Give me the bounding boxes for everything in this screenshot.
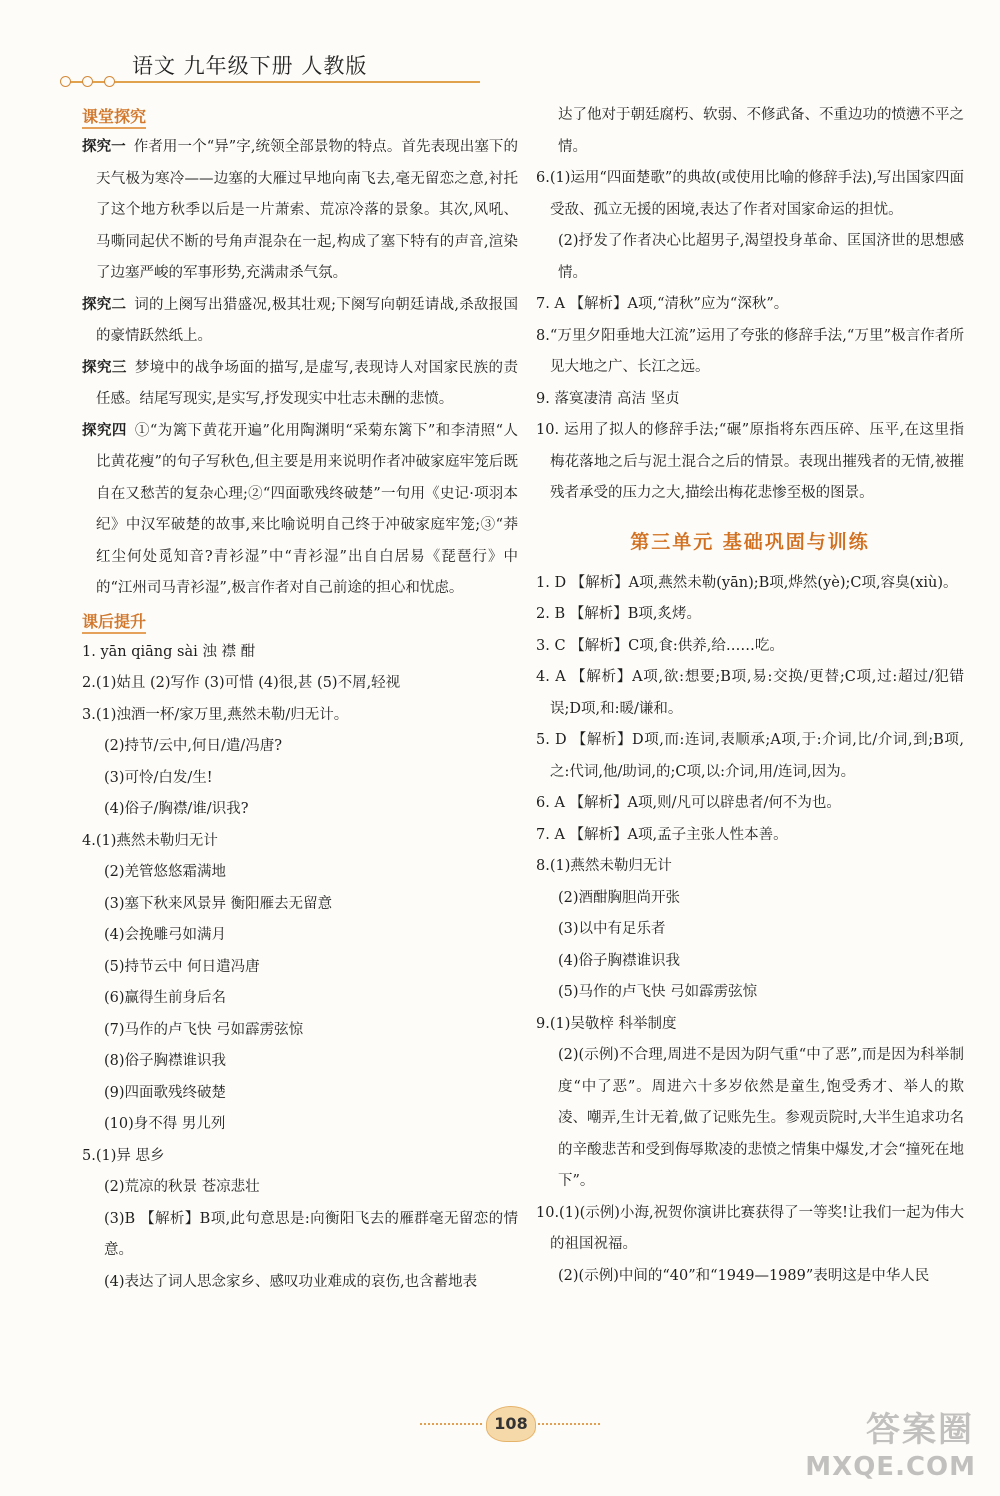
answer-line: 5.(1)异 思乡	[82, 1147, 165, 1164]
watermark-logo	[805, 1402, 982, 1482]
explore-text: ①“为篱下黄花开遍”化用陶渊明“采菊东篱下”和李清照“人比黄花瘦”的句子写秋色,但主要是用来说明作者冲破家庭牢笼后既自在又愁苦的复杂心理;②“四面歌残终破楚”一句用《史记·项羽本纪》中汉军破楚的故事,来比喻说明自己终于冲破家庭牢笼;③“莽红尘何处觅知音?青衫湿”中“青衫湿”出自白居易《琵琶行》中的“江州司马青衫湿”,极言作者对自己前途的担心和忧虑。	[96, 422, 519, 596]
answer-line: (4)会挽雕弓如满月	[104, 927, 227, 943]
right-column	[536, 100, 964, 1292]
explore-text: 梦境中的战争场面的描写,是虚写,表现诗人对国家民族的责任感。结尾写现实,是实写,抒发现实中壮志未酬的悲愤。	[96, 359, 519, 407]
answer-line: (4)表达了词人思念家乡、感叹功业难成的哀伤,也含蓄地表	[104, 1273, 478, 1290]
answer-line: 3. C 【解析】C项,食:供养,给……吃。	[536, 637, 784, 654]
answer-line: 1. D 【解析】A项,燕然未勒(yān);B项,烨然(yè);C项,容臭(xiù)。	[536, 574, 958, 591]
answer-line: (9)四面歌残终破楚	[104, 1084, 227, 1101]
answer-line: (3)可怜/白发/生!	[104, 769, 213, 786]
answer-line: (6)赢得生前身后名	[104, 990, 227, 1006]
answer-line: 1. yān qiāng sài 浊 襟 酣	[82, 643, 256, 660]
explore-label: 探究一	[82, 139, 126, 155]
book-title: 语文 九年级下册 人教版	[132, 54, 368, 78]
answer-line: (7)马作的卢飞快 弓如霹雳弦惊	[104, 1021, 304, 1038]
explore-text: 词的上阕写出猎盛况,极其壮观;下阕写向朝廷请战,杀敌报国的豪情跃然纸上。	[96, 296, 518, 344]
explore-text: 作者用一个“异”字,统领全部景物的特点。首先表现出塞下的天气极为寒冷——边塞的大雁过早地向南飞去,毫无留恋之意,衬托了这个地方秋季以后是一片萧索、荒凉冷落的景象。其次,风吼、马嘶同起伏不断的号角声混杂在一起,构成了塞下特有的声音,渲染了边塞严峻的军事形势,充满肃杀气氛。	[96, 139, 519, 281]
explore-list	[82, 132, 518, 605]
answer-line: (2)酒酣胸胆尚开张	[558, 889, 681, 906]
answer-line: 8.(1)燕然未勒归无计	[536, 858, 672, 874]
answer-line: 8.“万里夕阳垂地大江流”运用了夸张的修辞手法,“万里”极言作者所见大地之广、长江之远。	[536, 327, 964, 375]
right-answer-list	[536, 100, 964, 510]
left-column	[82, 100, 518, 1298]
answer-line: 2.(1)姑且 (2)写作 (3)可惜 (4)很,甚 (5)不屑,轻视	[82, 675, 401, 691]
explore-item	[82, 132, 518, 290]
answer-line: (2)羌管悠悠霜满地	[104, 864, 227, 880]
answer-line: 4. A 【解析】A项,欲:想要;B项,易:交换/更替;C项,过:超过/犯错误;D项,和:暖/谦和。	[536, 669, 964, 717]
answer-line: (5)马作的卢飞快 弓如霹雳弦惊	[558, 984, 758, 1000]
page-number-badge	[420, 1404, 600, 1444]
answer-line: 达了他对于朝廷腐朽、软弱、不修武备、不重边功的愤懑不平之情。	[558, 107, 964, 155]
answer-line: 10.(1)(示例)小海,祝贺你演讲比赛获得了一等奖!让我们一起为伟大的祖国祝福。	[536, 1204, 964, 1252]
unit-answer-list	[536, 568, 964, 1293]
answer-line: 7. A 【解析】A项,孟子主张人性本善。	[536, 826, 788, 843]
answer-line: 7. A 【解析】A项,“清秋”应为“深秋”。	[536, 296, 789, 312]
section-heading-after-class: 课后提升	[82, 607, 518, 637]
answer-line: (8)俗子胸襟谁识我	[104, 1053, 227, 1069]
explore-item	[82, 416, 518, 605]
answer-line: (2)抒发了作者决心比超男子,渴望投身革命、匡国济世的思想感情。	[558, 233, 964, 281]
answer-line: (5)持节云中 何日遣冯唐	[104, 958, 260, 975]
answer-line: (4)俗子/胸襟/谁/识我?	[104, 801, 249, 817]
answer-line: 10. 运用了拟人的修辞手法;“碾”原指将东西压碎、压平,在这里指梅花落地之后与泥土混合之后的情景。表现出摧残者的无情,被摧残者承受的压力之大,描绘出梅花悲惨至极的图景。	[536, 422, 964, 501]
explore-label: 探究二	[82, 296, 127, 313]
answer-line: (3)塞下秋来风景异 衡阳雁去无留意	[104, 895, 333, 912]
answer-line: 5. D 【解析】D项,而:连词,表顺承;A项,于:介词,比/介词,到;B项,之:代词,他/助词,的;C项,以:介词,用/连词,因为。	[536, 732, 964, 780]
explore-label: 探究三	[82, 359, 127, 376]
answer-line: (2)持节/云中,何日/遣/冯唐?	[104, 738, 283, 754]
unit-title: 第三单元 基础巩固与训练	[630, 530, 870, 553]
answer-line: (3)以中有足乐者	[558, 921, 666, 937]
header-rule	[60, 76, 480, 88]
explore-item	[82, 353, 518, 416]
answer-line: (10)身不得 男儿列	[104, 1116, 226, 1132]
watermark-url: MXQE.COM	[805, 1452, 976, 1482]
watermark-text: 答案圈	[866, 1410, 974, 1450]
answer-line: (2)(示例)不合理,周进不是因为阴气重“中了恶”,而是因为科举制度“中了恶”。周进六十多岁依然是童生,饱受秀才、举人的欺凌、嘲弄,生计无着,做了记账先生。参观贡院时,大半生追求功名的辛酸悲苦和受到侮辱欺凌的悲愤之情集中爆发,才会“撞死在地下”。	[558, 1047, 964, 1189]
answer-line: 9.(1)吴敬梓 科举制度	[536, 1015, 677, 1032]
answer-line: (2)(示例)中间的“40”和“1949—1989”表明这是中华人民	[558, 1267, 930, 1284]
answer-line: 3.(1)浊酒一杯/家万里,燕然未勒/归无计。	[82, 706, 349, 723]
answer-line: 4.(1)燕然未勒归无计	[82, 832, 218, 849]
left-answer-list	[82, 637, 518, 1299]
explore-item	[82, 290, 518, 353]
answer-line: 2. B 【解析】B项,炙烤。	[536, 606, 701, 622]
answer-line: 9. 落寞凄清 高洁 坚贞	[536, 390, 680, 407]
answer-line: (3)B 【解析】B项,此句意思是:向衡阳飞去的雁群毫无留恋的情意。	[104, 1210, 518, 1258]
answer-line: 6. A 【解析】A项,则/凡可以辟患者/何不为也。	[536, 795, 841, 811]
answer-line: (2)荒凉的秋景 苍凉悲壮	[104, 1179, 260, 1195]
page-number: 108	[486, 1406, 536, 1442]
explore-label: 探究四	[82, 422, 127, 439]
answer-line: 6.(1)运用“四面楚歌”的典故(或使用比喻的修辞手法),写出国家四面受敌、孤立无援的困境,表达了作者对国家命运的担忧。	[536, 170, 964, 218]
page-header	[60, 42, 480, 102]
answer-line: (4)俗子胸襟谁识我	[558, 952, 681, 969]
section-heading-classroom: 课堂探究	[82, 102, 518, 132]
